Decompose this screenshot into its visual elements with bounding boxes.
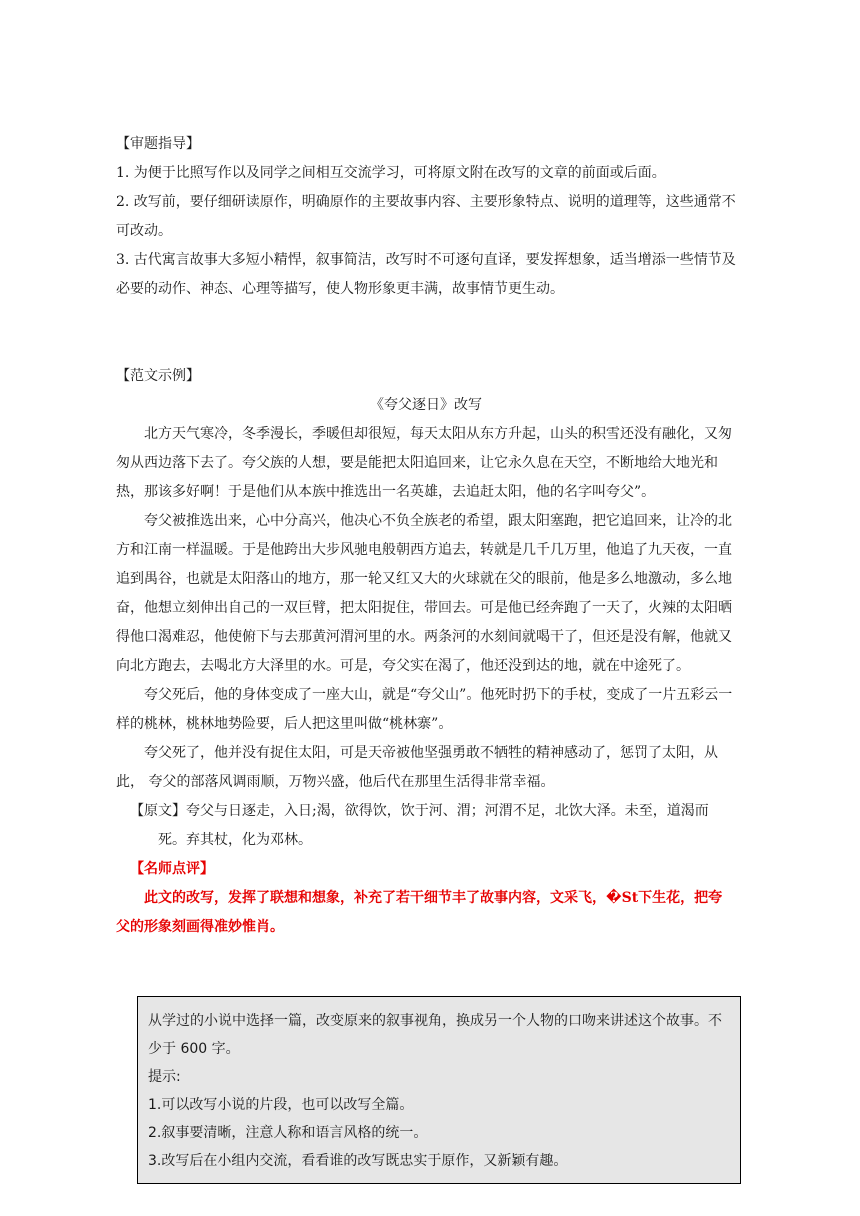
guide-item-2: 2. 改写前，要仔细研读原作，明确原作的主要故事内容、主要形象特点、说明的道理等，这些通常不可改动。 [116,194,736,239]
task-line-1: 从学过的小说中选择一篇，改变原来的叙事视角，换成另一个人物的口吻来讲述这个故事。不少于 600 字。 [148,1013,722,1057]
example-heading: 【范文示例】 [116,368,200,384]
original-label: 【原文】 [130,803,186,819]
original-text: 夸父与日逐走，入日;渴，欲得饮，饮于河、渭；河渭不足，北饮大泽。未至，道渴而死。弃其杖，化为邓林。 [158,803,709,848]
essay-paragraph-4: 夸父死了，他并没有捉住太阳，可是天帝被他坚强勇敢不牺牲的精神感动了，惩罚了太阳，从此， 夸父的部落风调雨顺，万物兴盛，他后代在那里生活得非常幸福。 [116,745,718,790]
spacer [116,304,736,333]
task-line-4: 2.叙事要清晰，注意人称和语言风格的统一。 [148,1125,428,1141]
essay-title: 《夸父逐日》改写 [370,397,482,413]
essay-paragraph-1: 北方天气寒冷，冬季漫长，季暖但却很短，每天太阳从东方升起，山头的积雪还没有融化，又匆匆从西边落下去了。夸父族的人想，要是能把太阳追回来，让它永久息在天空，不断地给大地光和热，那该多好啊！于是他们从本族中推选出一名英雄，去追赶太阳，他的名字叫夸父”。 [116,426,732,500]
task-line-5: 3.改写后在小组内交流，看看谁的改写既忠实于原作，又新颖有趣。 [148,1153,568,1169]
spacer [116,333,736,362]
guide-heading: 【审题指导】 [116,136,200,152]
comment-text: 此文的改写，发挥了联想和想象，补充了若干细节丰了故事内容，文采飞，�St下生花，把夸父的形象刻画得准妙惟肖。 [116,890,723,935]
essay-paragraph-2: 夸父被推选出来，心中分高兴，他决心不负全族老的希望，跟太阳塞跑，把它追回来，让冷的北方和江南一样温暖。于是他跨出大步风驰电般朝西方追去，转就是几千几万里，他追了九天夜，一直追到禺谷，也就是太阳落山的地方，那一轮又红又大的火球就在父的眼前，他是多么地激动，多么地奋，他想立刻伸出自己的一双巨臂，把太阳捉住，带回去。可是他已经奔跑了一天了，火辣的太阳晒得他口渴难忍，他使俯下与去那黄河渭河里的水。两条河的水刻间就喝干了，但还是没有解，他就又向北方跑去，去喝北方大泽里的水。可是，夸父实在渴了，他还没到达的地，就在中途死了。 [116,513,732,674]
task-line-2: 提示: [148,1069,181,1085]
guide-item-1: 1. 为便于比照写作以及同学之间相互交流学习，可将原文附在改写的文章的前面或后面。 [116,165,666,181]
essay-paragraph-3: 夸父死后，他的身体变成了一座大山，就是“夸父山”。他死时扔下的手杖，变成了一片五彩云一样的桃林，桃林地势险要，后人把这里叫做“桃林寨”。 [116,687,733,732]
task-box [137,996,741,1184]
task-line-3: 1.可以改写小说的片段，也可以改写全篇。 [148,1097,414,1113]
document-content [116,130,736,942]
comment-label: 【名师点评】 [130,861,214,877]
original-text-block [116,797,736,855]
guide-item-3: 3. 古代寓言故事大多短小精悍，叙事简洁，改写时不可逐句直译，要发挥想象，适当增添一些情节及必要的动作、神态、心理等描写，使人物形象更丰满，故事情节更生动。 [116,252,736,297]
